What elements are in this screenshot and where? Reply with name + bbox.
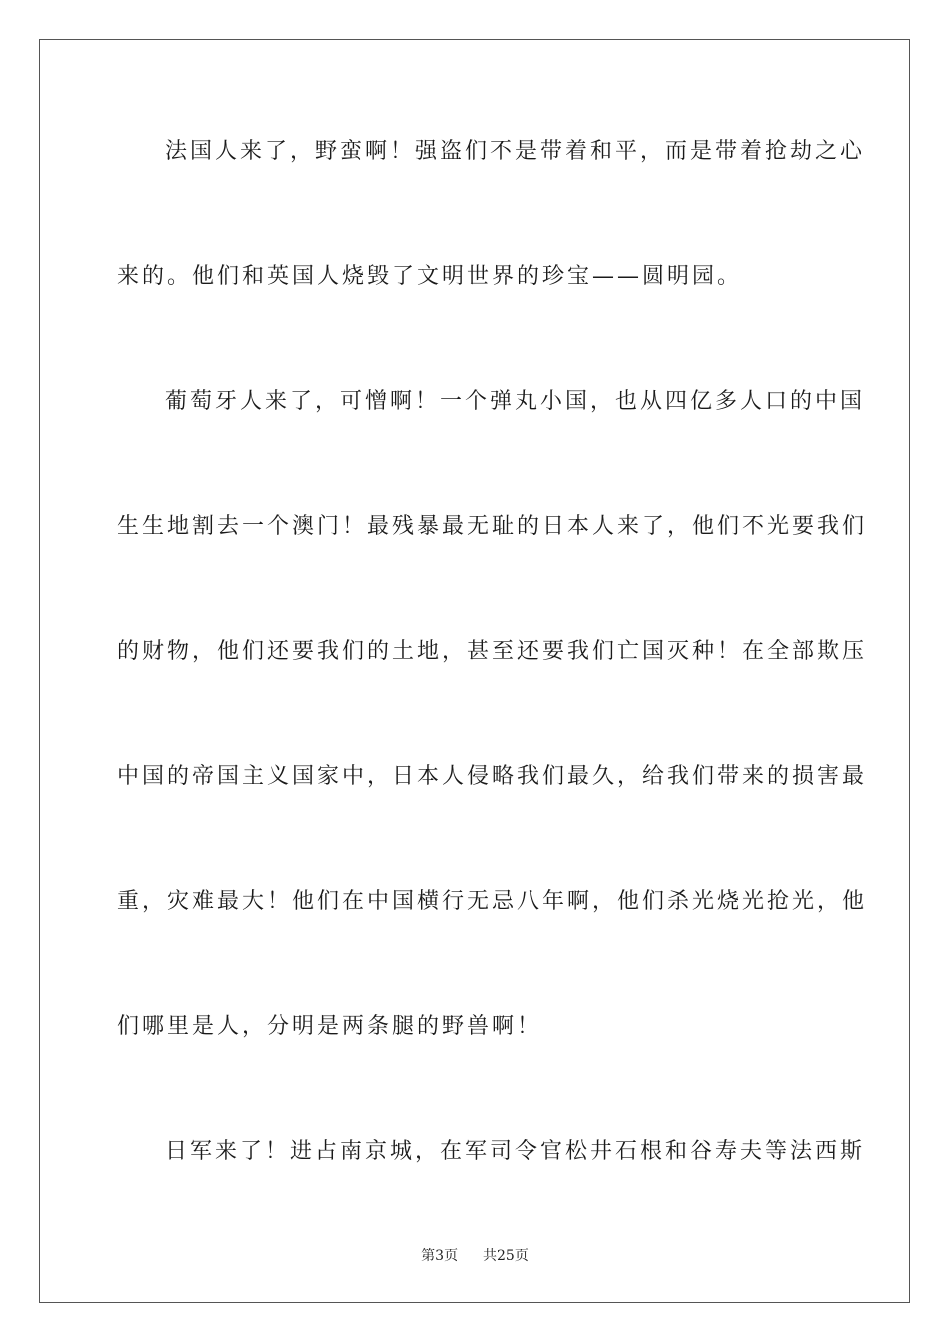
paragraph-2-line-3: 的财物，他们还要我们的土地，甚至还要我们亡国灭种！在全部欺压 [117, 639, 868, 664]
paragraph-2-line-1: 葡萄牙人来了，可憎啊！一个弹丸小国，也从四亿多人口的中国 [165, 389, 866, 414]
paragraph-1-line-1: 法国人来了，野蛮啊！强盗们不是带着和平，而是带着抢劫之心 [165, 139, 866, 164]
paragraph-2-line-5: 重，灾难最大！他们在中国横行无忌八年啊，他们杀光烧光抢光，他 [117, 889, 868, 914]
paragraph-2-line-2: 生生地割去一个澳门！最残暴最无耻的日本人来了，他们不光要我们 [117, 514, 868, 539]
page-total: 共25页 [483, 1248, 529, 1264]
page-frame [39, 39, 910, 1303]
paragraph-3-line-1: 日军来了！进占南京城，在军司令官松井石根和谷寿夫等法西斯 [165, 1139, 866, 1164]
page-footer [0, 1246, 950, 1266]
paragraph-2-line-4: 中国的帝国主义国家中，日本人侵略我们最久，给我们带来的损害最 [117, 764, 868, 789]
paragraph-1-line-2: 来的。他们和英国人烧毁了文明世界的珍宝——圆明园。 [117, 264, 743, 289]
page-number: 第3页 [421, 1248, 459, 1264]
paragraph-2-line-6: 们哪里是人，分明是两条腿的野兽啊！ [117, 1014, 543, 1039]
